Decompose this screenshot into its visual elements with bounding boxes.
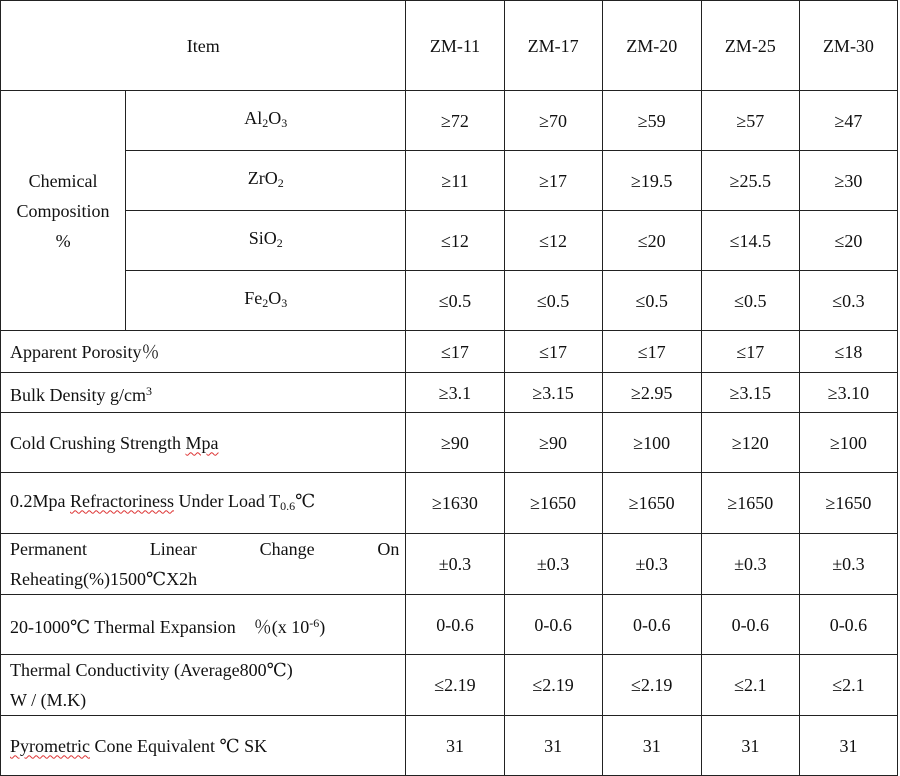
value-cell: ≥1650 — [799, 473, 897, 534]
value-cell: 0-0.6 — [602, 595, 701, 655]
value-cell: ≥1630 — [406, 473, 504, 534]
table-row — [1, 373, 898, 413]
value-cell: ≤0.5 — [701, 271, 799, 331]
grade-header: ZM-25 — [701, 1, 799, 91]
value-cell: ≥70 — [504, 91, 602, 151]
grade-header: ZM-30 — [799, 1, 897, 91]
header-row — [1, 1, 898, 91]
table-row — [1, 534, 898, 595]
value-cell: 0-0.6 — [701, 595, 799, 655]
value-cell: ≤2.1 — [799, 655, 897, 716]
value-cell: ≤17 — [406, 331, 504, 373]
formula-al2o3: $Al_2O_3$ — [126, 91, 406, 151]
value-cell: ≤2.19 — [406, 655, 504, 716]
table-row — [1, 331, 898, 373]
value-cell: ≤0.5 — [602, 271, 701, 331]
value-cell: ≥72 — [406, 91, 504, 151]
pyrometric-cone-label: Pyrometric Cone Equivalent ℃ SK — [1, 716, 406, 776]
table-row — [1, 595, 898, 655]
value-cell: ≤12 — [504, 211, 602, 271]
value-cell: 31 — [701, 716, 799, 776]
formula-zro2: ZrO$_2$ — [126, 151, 406, 211]
value-cell: ≥11 — [406, 151, 504, 211]
value-cell: ≥57 — [701, 91, 799, 151]
table-row — [1, 413, 898, 473]
crushing-strength-label: Cold Crushing Strength Mpa — [1, 413, 406, 473]
value-cell: 0-0.6 — [799, 595, 897, 655]
grade-header: ZM-17 — [504, 1, 602, 91]
refractoriness-label: 0.2Mpa Refractoriness Under Load $T_{0.6}℃$ — [1, 473, 406, 534]
grade-header: ZM-20 — [602, 1, 701, 91]
thermal-expansion-label: 20-1000℃ Thermal Expansion ％(x $10^{-6}$) — [1, 595, 406, 655]
value-cell: ≥17 — [504, 151, 602, 211]
value-cell: ≤17 — [701, 331, 799, 373]
value-cell: ≤2.1 — [701, 655, 799, 716]
value-cell: ≥120 — [701, 413, 799, 473]
porosity-label: Apparent Porosity％ — [1, 331, 406, 373]
value-cell: ≥1650 — [701, 473, 799, 534]
table-row — [1, 211, 898, 271]
value-cell: ≥3.10 — [799, 373, 897, 413]
value-cell: ≥3.15 — [701, 373, 799, 413]
value-cell: ≤2.19 — [504, 655, 602, 716]
bulk-density-label: Bulk Density $g/cm^3$ — [1, 373, 406, 413]
value-cell: ≤17 — [602, 331, 701, 373]
value-cell: ≥30 — [799, 151, 897, 211]
linear-change-label: Permanent Linear Change On Reheating(%)1500℃X2h — [1, 534, 406, 595]
value-cell: ≤18 — [799, 331, 897, 373]
value-cell: ≥19.5 — [602, 151, 701, 211]
value-cell: ≥25.5 — [701, 151, 799, 211]
value-cell: ≥3.15 — [504, 373, 602, 413]
value-cell: 31 — [504, 716, 602, 776]
value-cell: ≤0.5 — [406, 271, 504, 331]
value-cell: ≥1650 — [504, 473, 602, 534]
value-cell: ±0.3 — [602, 534, 701, 595]
grade-header: ZM-11 — [406, 1, 504, 91]
value-cell: ≥100 — [602, 413, 701, 473]
table-row — [1, 716, 898, 776]
value-cell: ≤20 — [799, 211, 897, 271]
value-cell: ≥2.95 — [602, 373, 701, 413]
value-cell: ≥3.1 — [406, 373, 504, 413]
value-cell: ±0.3 — [701, 534, 799, 595]
value-cell: ≥90 — [504, 413, 602, 473]
value-cell: 31 — [799, 716, 897, 776]
value-cell: ±0.3 — [406, 534, 504, 595]
value-cell: 0-0.6 — [406, 595, 504, 655]
value-cell: ≤12 — [406, 211, 504, 271]
value-cell: ±0.3 — [799, 534, 897, 595]
value-cell: ≤0.5 — [504, 271, 602, 331]
value-cell: ≤20 — [602, 211, 701, 271]
thermal-conductivity-label: Thermal Conductivity (Average800℃) W / (M.K) — [1, 655, 406, 716]
chemical-composition-label: Chemical Composition % — [1, 91, 126, 331]
value-cell: ≤2.19 — [602, 655, 701, 716]
formula-sio2: SiO$_2$ — [126, 211, 406, 271]
value-cell: ≥47 — [799, 91, 897, 151]
table-row — [1, 151, 898, 211]
table-row — [1, 91, 898, 151]
table-row — [1, 655, 898, 716]
value-cell: ≥100 — [799, 413, 897, 473]
value-cell: ≥90 — [406, 413, 504, 473]
value-cell: ≥1650 — [602, 473, 701, 534]
table-row — [1, 473, 898, 534]
value-cell: 31 — [406, 716, 504, 776]
value-cell: ≥59 — [602, 91, 701, 151]
value-cell: 0-0.6 — [504, 595, 602, 655]
item-header: Item — [1, 1, 406, 91]
value-cell: ±0.3 — [504, 534, 602, 595]
formula-fe2o3: $Fe_2O_3$ — [126, 271, 406, 331]
value-cell: ≤17 — [504, 331, 602, 373]
value-cell: 31 — [602, 716, 701, 776]
value-cell: ≤0.3 — [799, 271, 897, 331]
table-row — [1, 271, 898, 331]
value-cell: ≤14.5 — [701, 211, 799, 271]
